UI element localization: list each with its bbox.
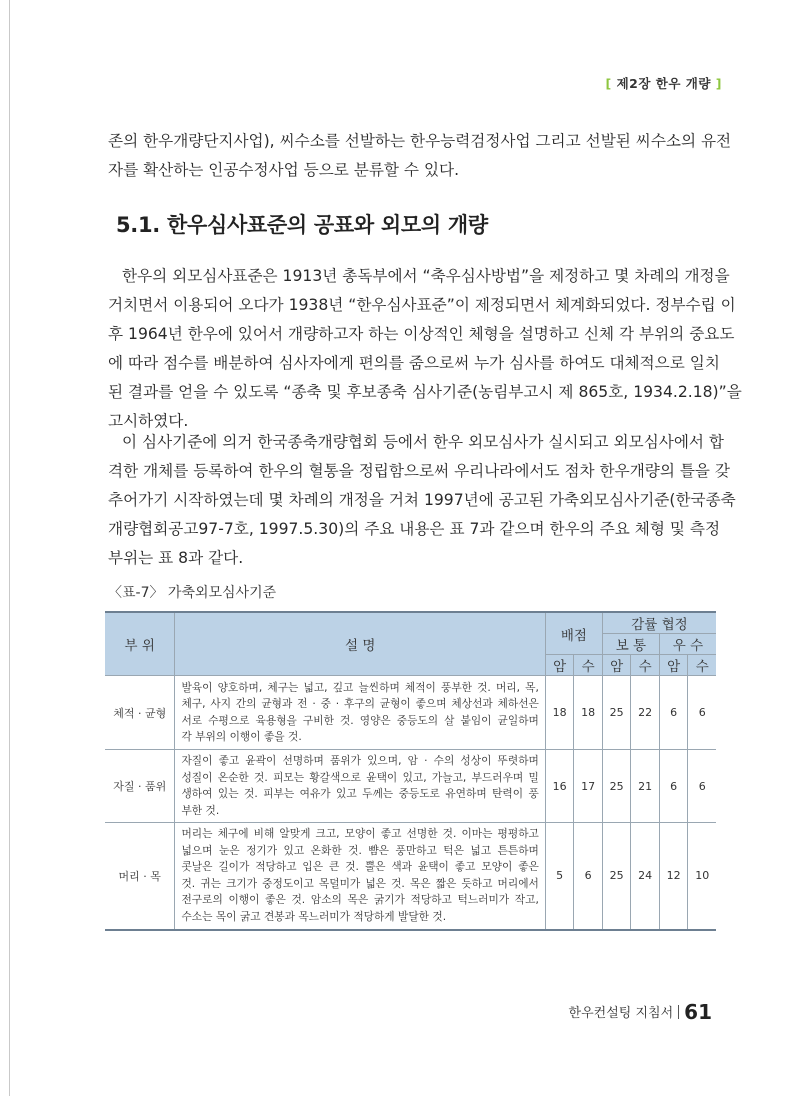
row-value: 18 bbox=[545, 676, 574, 750]
row-value: 6 bbox=[688, 676, 716, 750]
text-line: 고시하였다. bbox=[108, 412, 189, 430]
row-desc bbox=[175, 823, 545, 930]
text-line: 후 1964년 한우에 있어서 개량하고자 하는 이상적인 체형을 설명하고 신체 각 부위의 중요도 bbox=[108, 325, 735, 343]
header-male: 수 bbox=[688, 655, 716, 676]
text-line: 거치면서 이용되어 오다가 1938년 “한우심사표준”이 제정되면서 체계화되었다. 정부수립 이 bbox=[108, 296, 736, 314]
desc-line: 것. 귀는 크기가 중정도이고 목덜미가 넓은 것. 목은 짧은 듯하고 머리에서 bbox=[181, 876, 539, 890]
row-value: 6 bbox=[574, 823, 603, 930]
desc-line: 체구, 사지 간의 균형과 전 · 중 · 후구의 균형이 좋으며 체상선과 체하선은 bbox=[181, 697, 539, 710]
row-value: 17 bbox=[574, 750, 603, 823]
text-line: 이 심사기준에 의거 한국종축개량협회 등에서 한우 외모심사가 실시되고 외모심사에서 합 bbox=[122, 433, 724, 451]
table-row bbox=[105, 823, 716, 930]
text-line: 한우의 외모심사표준은 1913년 총독부에서 “축우심사방법”을 제정하고 몇 차례의 개정을 bbox=[122, 267, 730, 285]
row-value: 25 bbox=[602, 823, 631, 930]
header-score: 배점 bbox=[545, 612, 602, 655]
header-male: 수 bbox=[631, 655, 660, 676]
desc-line: 생하여 있는 것. 피부는 여유가 있고 두께는 중등도로 유연하며 탄력이 풍 bbox=[181, 787, 539, 800]
paragraph-3 bbox=[108, 428, 736, 573]
row-value: 12 bbox=[659, 823, 688, 930]
row-value: 6 bbox=[659, 676, 688, 750]
row-value: 18 bbox=[574, 676, 603, 750]
row-value: 6 bbox=[688, 750, 716, 823]
row-value: 10 bbox=[688, 823, 716, 930]
header-reduction: 감률 협정 bbox=[602, 612, 716, 634]
row-value: 24 bbox=[631, 823, 660, 930]
header-male: 수 bbox=[574, 655, 603, 676]
table-row bbox=[105, 750, 716, 823]
desc-line: 각 부위의 이행이 좋을 것. bbox=[181, 730, 302, 743]
row-desc bbox=[175, 676, 545, 750]
desc-line: 성질이 온순한 것. 피모는 황갈색으로 윤택이 있고, 가늘고, 부드러우며 밀 bbox=[181, 770, 539, 784]
text-line: 개량협회공고97-7호, 1997.5.30)의 주요 내용은 표 7과 같으며 한우의 주요 체형 및 측정 bbox=[108, 520, 721, 538]
chapter-title: 제2장 한우 개량 bbox=[616, 76, 711, 91]
table-caption: 〈표-7〉 가축외모심사기준 bbox=[108, 585, 277, 601]
row-part: 머리 · 목 bbox=[105, 823, 175, 930]
text-line: 된 결과를 얻을 수 있도록 “종축 및 후보종축 심사기준(농림부고시 제 865호, 1934.2.18)”을 bbox=[108, 383, 742, 401]
text-line: 자를 확산하는 인공수정사업 등으로 분류할 수 있다. bbox=[108, 161, 460, 179]
header-female: 암 bbox=[602, 655, 631, 676]
desc-line: 부한 것. bbox=[181, 803, 220, 817]
row-value: 25 bbox=[602, 676, 631, 750]
page-footer bbox=[569, 1000, 712, 1024]
paragraph-1 bbox=[108, 127, 732, 185]
row-value: 22 bbox=[631, 676, 660, 750]
paragraph-2 bbox=[108, 262, 742, 436]
desc-line: 전구로의 이행이 좋은 것. 암소의 목은 굵기가 적당하고 턱느러미가 작고, bbox=[181, 893, 539, 907]
desc-line: 발육이 양호하며, 체구는 넓고, 깊고 늘씬하며 체적이 풍부한 것. 머리, 목, bbox=[181, 680, 539, 694]
text-line: 추어가기 시작하였는데 몇 차례의 개정을 거쳐 1997년에 공고된 가축외모심사기준(한국종축 bbox=[108, 491, 736, 509]
row-part: 체적 · 균형 bbox=[105, 676, 175, 750]
row-desc bbox=[175, 750, 545, 823]
row-value: 25 bbox=[602, 750, 631, 823]
footer-separator bbox=[678, 1005, 679, 1019]
chapter-header: [ 제2장 한우 개량 ] bbox=[605, 76, 722, 91]
table-row bbox=[105, 676, 716, 750]
text-line: 존의 한우개량단지사업), 씨수소를 선발하는 한우능력검정사업 그리고 선발된 씨수소의 유전 bbox=[108, 132, 732, 150]
desc-line: 콧날은 길이가 적당하고 입은 큰 것. 뿔은 색과 윤택이 좋고 모양이 좋은 bbox=[181, 860, 539, 874]
evaluation-table bbox=[105, 611, 716, 931]
row-value: 16 bbox=[545, 750, 574, 823]
text-line: 격한 개체를 등록하여 한우의 혈통을 정립함으로써 우리나라에서도 점차 한우개량의 틀을 갖 bbox=[108, 462, 730, 480]
row-value: 5 bbox=[545, 823, 574, 930]
header-female: 암 bbox=[659, 655, 688, 676]
text-line: 부위는 표 8과 같다. bbox=[108, 549, 244, 567]
header-female: 암 bbox=[545, 655, 574, 676]
desc-line: 수소는 목이 굵고 견봉과 목느러미가 적당하게 발달한 것. bbox=[181, 909, 447, 923]
header-normal: 보 통 bbox=[602, 634, 659, 655]
left-margin-rule bbox=[9, 0, 10, 1096]
desc-line: 머리는 체구에 비해 알맞게 크고, 모양이 좋고 선명한 것. 이마는 평평하고 bbox=[181, 827, 539, 841]
desc-line: 서로 수평으로 육용형을 구비한 것. 영양은 중등도의 살 붙임이 균일하며 bbox=[181, 713, 539, 727]
row-value: 6 bbox=[659, 750, 688, 823]
header-excellent: 우 수 bbox=[659, 634, 716, 655]
row-part: 자질 · 품위 bbox=[105, 750, 175, 823]
header-desc: 설 명 bbox=[175, 612, 545, 676]
desc-line: 자질이 좋고 윤곽이 선명하며 품위가 있으며, 암 · 수의 성상이 뚜렷하며 bbox=[181, 754, 539, 767]
footer-title: 한우컨설팅 지침서 bbox=[568, 1006, 674, 1021]
page-number: 61 bbox=[684, 1000, 712, 1024]
text-line: 에 따라 점수를 배분하여 심사자에게 편의를 줌으로써 누가 심사를 하여도 대체적으로 일치 bbox=[108, 354, 720, 372]
section-title: 5.1. 한우심사표준의 공표와 외모의 개량 bbox=[116, 213, 488, 237]
row-value: 21 bbox=[631, 750, 660, 823]
header-part: 부 위 bbox=[105, 612, 175, 676]
desc-line: 넓으며 눈은 정기가 있고 온화한 것. 뺨은 풍만하고 턱은 넓고 튼튼하며 bbox=[181, 843, 539, 857]
